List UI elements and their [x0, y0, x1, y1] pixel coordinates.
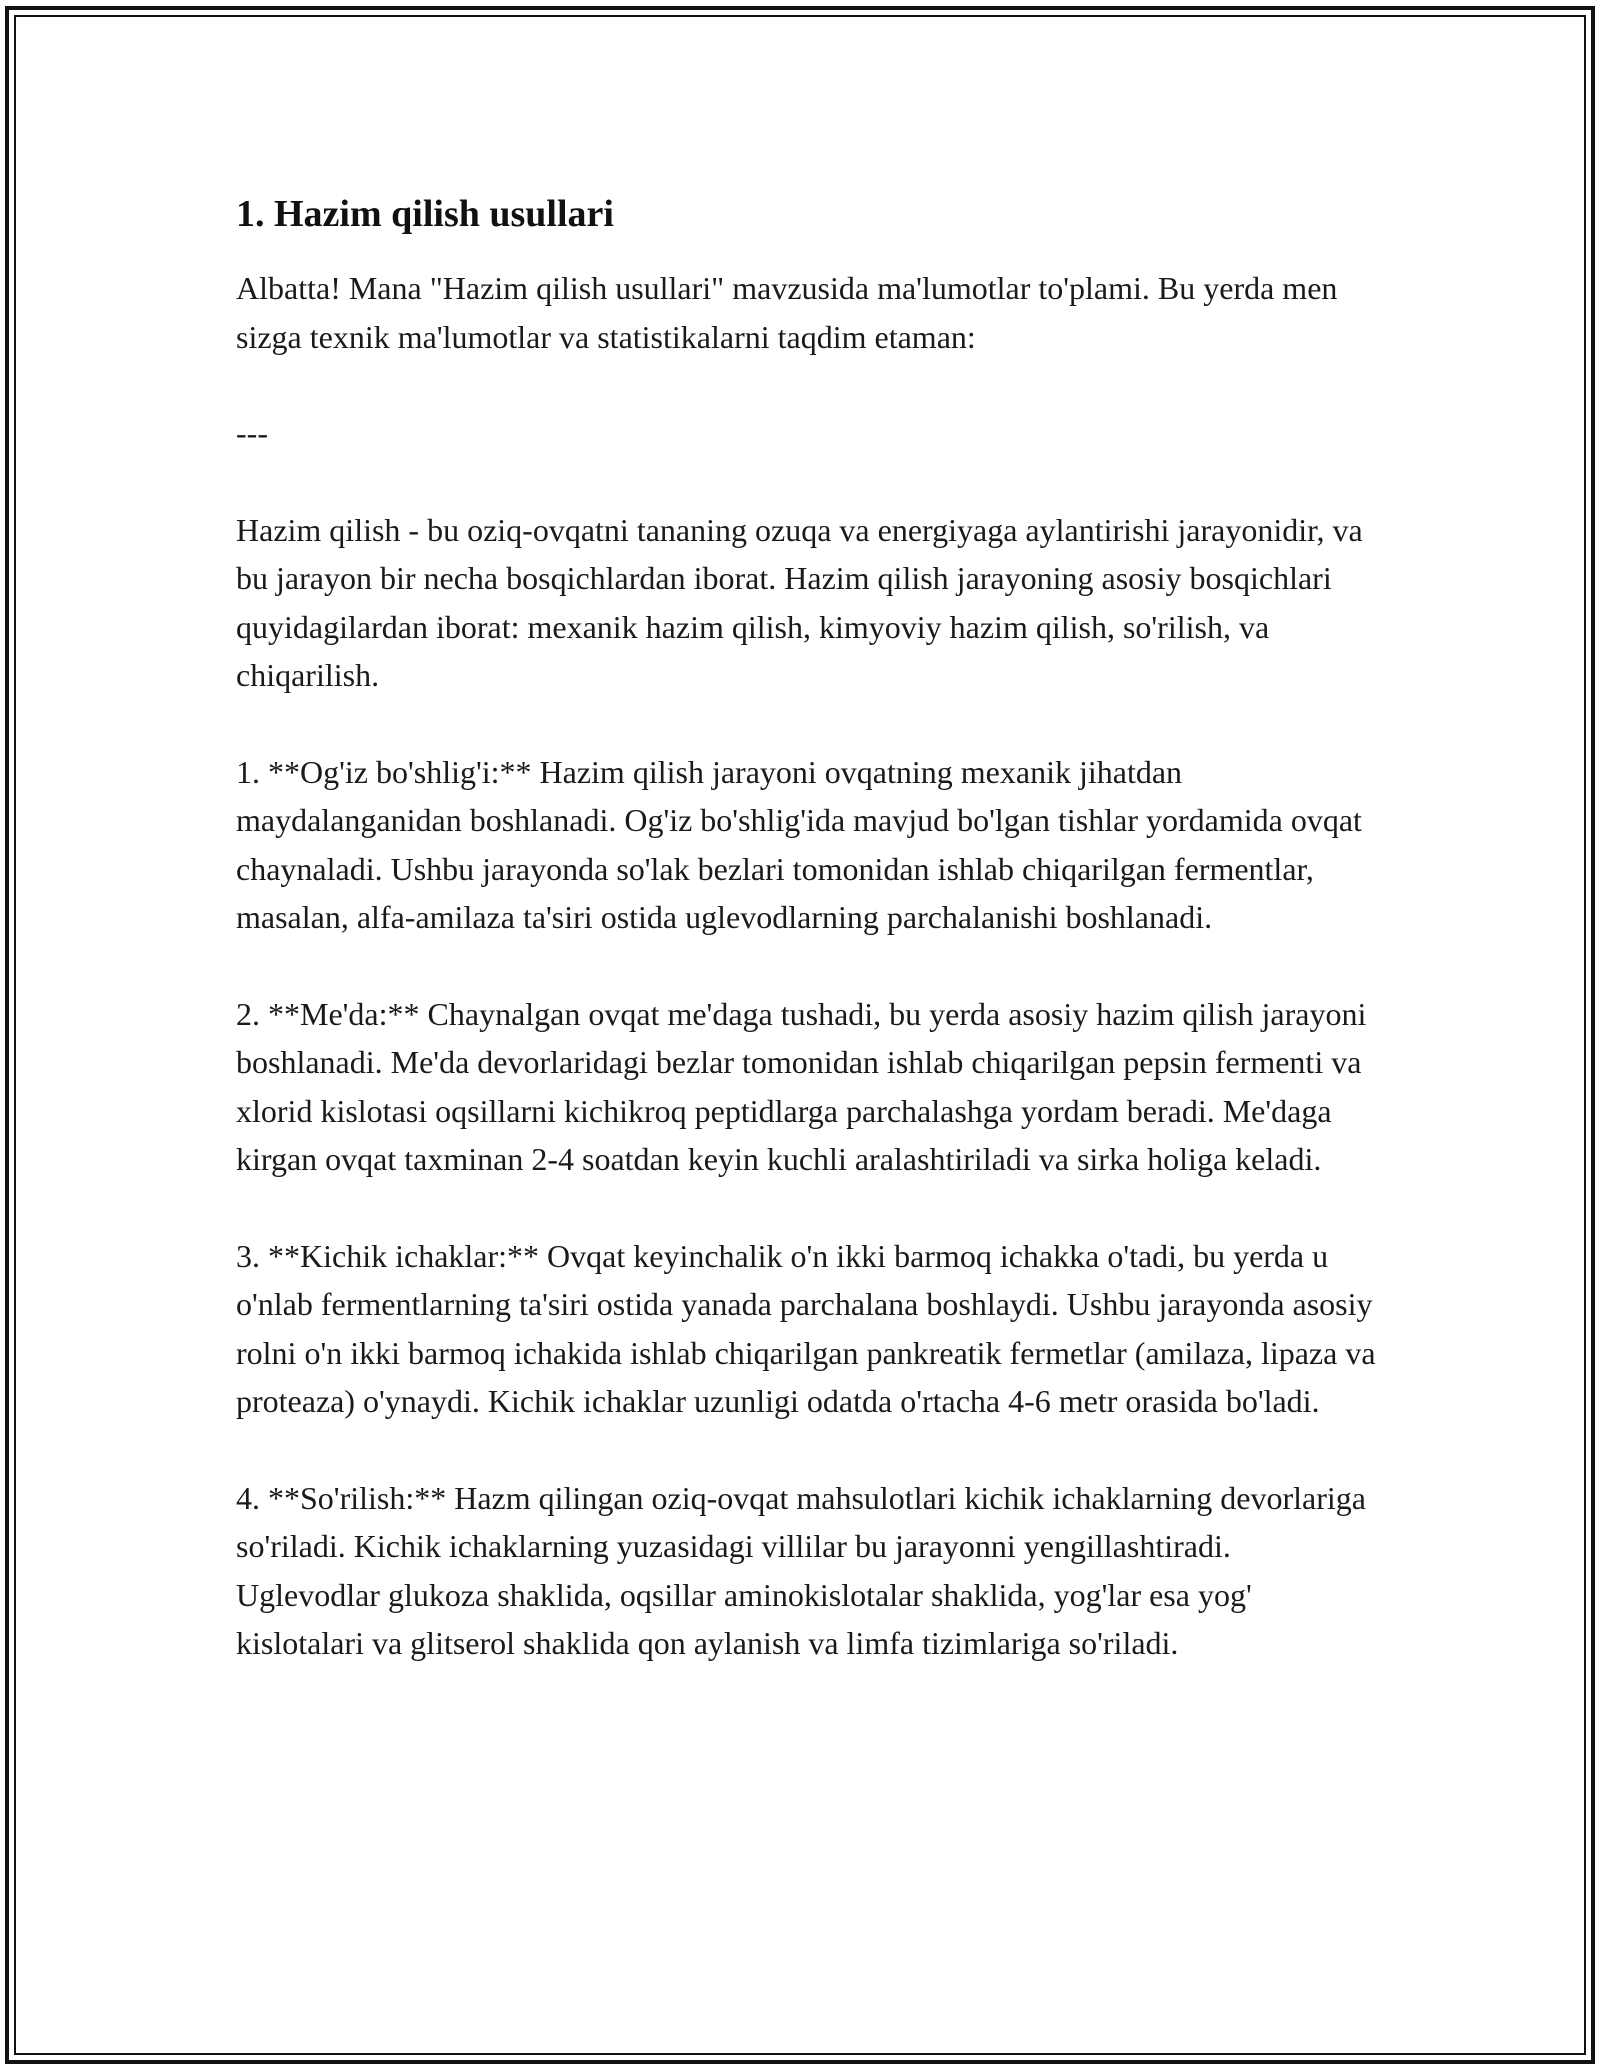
page-title: 1. Hazim qilish usullari: [236, 193, 614, 235]
document-body: [236, 186, 1376, 1716]
separator-line: ---: [236, 415, 268, 451]
step-stomach-paragraph: 2. **Me'da:** Chaynalgan ovqat me'daga tushadi, bu yerda asosiy hazim qilish jarayoni boshlanadi. Me'da devorlaridagi bezlar tomonidan ishlab chiqarilgan pepsin fermenti va xlorid kislotasi oqsillarni kichikroq peptidlarga parchalashga yordam beradi. Me'daga kirgan ovqat taxminan 2-4 soatdan keyin kuchli aralashtiriladi va sirka holiga keladi.: [236, 995, 1367, 1177]
step-small-intestine-paragraph: 3. **Kichik ichaklar:** Ovqat keyinchalik o'n ikki barmoq ichakka o'tadi, bu yerda u o'nlab fermentlarning ta'siri ostida yanada parchalana boshlaydi. Ushbu jarayonda asosiy rolni o'n ikki barmoq ichakida ishlab chiqarilgan pankreatik fermetlar (amilaza, lipaza va proteaza) o'ynaydi. Kichik ichaklar uzunligi odatda o'rtacha 4-6 metr orasida bo'ladi.: [236, 1237, 1376, 1419]
step-absorption-paragraph: 4. **So'rilish:** Hazm qilingan oziq-ovqat mahsulotlari kichik ichaklarning devorlariga so'riladi. Kichik ichaklarning yuzasidagi villilar bu jarayonni yengillashtiradi. Uglevodlar glukoza shaklida, oqsillar aminokislotalar shaklida, yog'lar esa yog' kislotalari va glitserol shaklida qon aylanish va limfa tizimlariga so'riladi.: [236, 1479, 1366, 1661]
intro-paragraph: Albatta! Mana "Hazim qilish usullari" mavzusida ma'lumotlar to'plami. Bu yerda men sizga texnik ma'lumotlar va statistikalarni taqdim etaman:: [236, 270, 1338, 355]
step-mouth-paragraph: 1. **Og'iz bo'shlig'i:** Hazim qilish jarayoni ovqatning mexanik jihatdan maydalanganidan boshlanadi. Og'iz bo'shlig'ida mavjud bo'lgan tishlar yordamida ovqat chaynaladi. Ushbu jarayonda so'lak bezlari tomonidan ishlab chiqarilgan fermentlar, masalan, alfa-amilaza ta'siri ostida uglevodlarning parchalanishi boshlanadi.: [236, 753, 1362, 935]
overview-paragraph: Hazim qilish - bu oziq-ovqatni tananing ozuqa va energiyaga aylantirishi jarayonidir, va bu jarayon bir necha bosqichlardan iborat. Hazim qilish jarayoning asosiy bosqichlari quyidagilardan iborat: mexanik hazim qilish, kimyoviy hazim qilish, so'rilish, va chiqarilish.: [236, 511, 1363, 693]
